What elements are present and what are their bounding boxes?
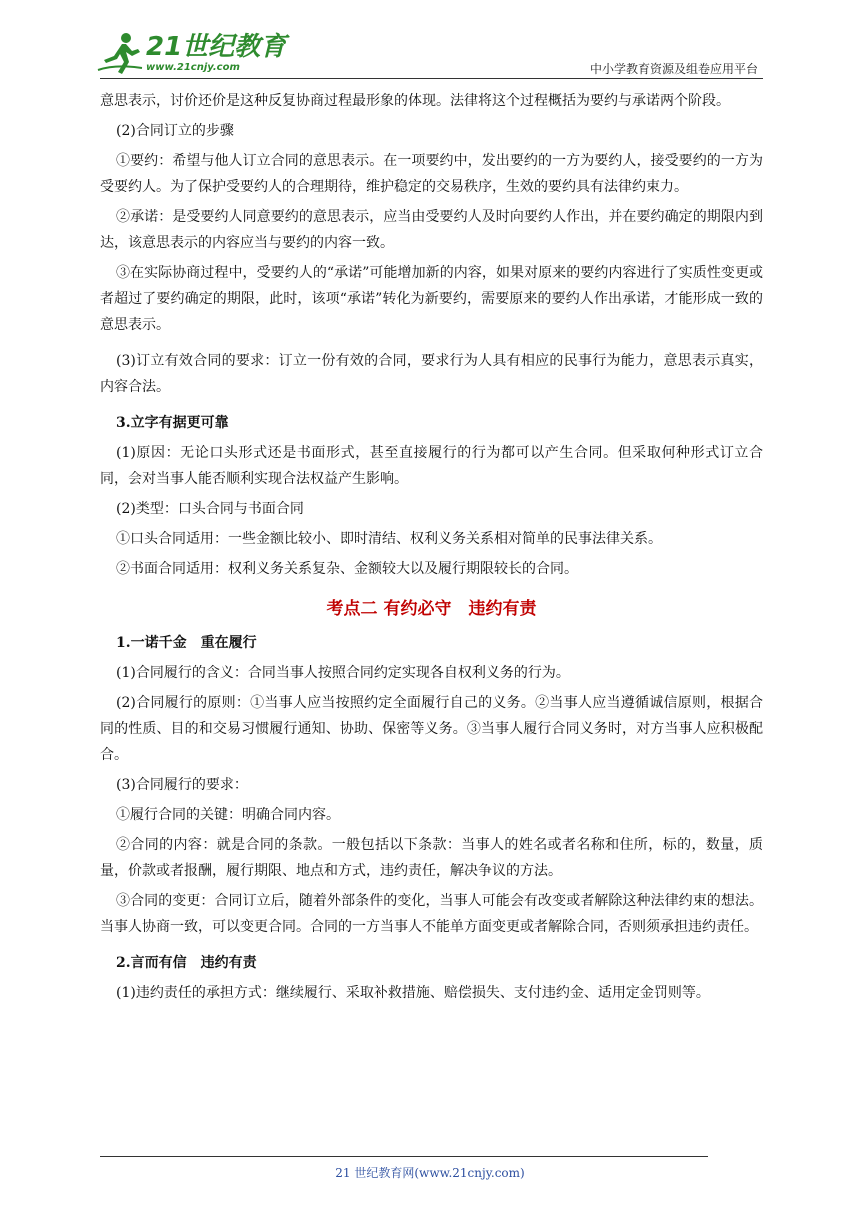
page-header (0, 0, 860, 82)
paragraph: (1)原因：无论口头形式还是书面形式，甚至直接履行的行为都可以产生合同。但采取何种形式订立合同，会对当事人能否顺利实现合法权益产生影响。 (100, 445, 763, 487)
paragraph: ②书面合同适用：权利义务关系复杂、金额较大以及履行期限较长的合同。 (116, 561, 578, 577)
paragraph: ①要约：希望与他人订立合同的意思表示。在一项要约中，发出要约的一方为要约人，接受要约的一方为受要约人。为了保护受要约人的合理期待，维护稳定的交易秩序，生效的要约具有法律约束力。 (100, 153, 763, 195)
platform-name: 中小学教育资源及组卷应用平台 (589, 62, 758, 76)
paragraph: (2)类型：口头合同与书面合同 (116, 501, 304, 517)
footer-divider (100, 1156, 708, 1157)
logo-url: www.21cnjy.com (146, 62, 240, 73)
header-divider (100, 78, 763, 79)
paragraph: ③合同的变更：合同订立后，随着外部条件的变化，当事人可能会有改变或者解除这种法律约束的想法。当事人协商一致，可以变更合同。合同的一方当事人不能单方面变更或者解除合同，否则须承担违约责任。 (100, 893, 763, 935)
page-footer[interactable]: 21 世纪教育网(www.21cnjy.com) (335, 1166, 525, 1180)
document-body (100, 88, 763, 1010)
paragraph: ①履行合同的关键：明确合同内容。 (116, 807, 340, 823)
paragraph: ①口头合同适用：一些金额比较小、即时清结、权利义务关系相对简单的民事法律关系。 (116, 531, 662, 547)
subheading: (2)合同订立的步骤 (116, 123, 234, 139)
section-heading: 3.立字有据更可靠 (116, 415, 229, 431)
runner-logo-icon (96, 30, 146, 78)
paragraph: ②合同的内容：就是合同的条款。一般包括以下条款：当事人的姓名或者名称和住所，标的，数量，质量，价款或者报酬，履行期限、地点和方式，违约责任，解决争议的方法。 (100, 837, 763, 879)
section-title: 考点二 有约必守 违约有责 (326, 599, 537, 619)
paragraph: ②承诺：是受要约人同意要约的意思表示，应当由受要约人及时向要约人作出，并在要约确定的期限内到达，该意思表示的内容应当与要约的内容一致。 (100, 209, 763, 251)
paragraph: (2)合同履行的原则：①当事人应当按照约定全面履行自己的义务。②当事人应当遵循诚信原则，根据合同的性质、目的和交易习惯履行通知、协助、保密等义务。③当事人履行合同义务时，对方当事人应积极配合。 (100, 695, 763, 763)
paragraph: (1)合同履行的含义：合同当事人按照合同约定实现各自权利义务的行为。 (116, 665, 570, 681)
paragraph: (3)合同履行的要求： (116, 777, 248, 793)
section-heading: 2.言而有信 违约有责 (116, 955, 257, 971)
paragraph: 意思表示，讨价还价是这种反复协商过程最形象的体现。法律将这个过程概括为要约与承诺两个阶段。 (100, 93, 730, 109)
paragraph: (1)违约责任的承担方式：继续履行、采取补救措施、赔偿损失、支付违约金、适用定金罚则等。 (116, 985, 710, 1001)
paragraph: (3)订立有效合同的要求：订立一份有效的合同，要求行为人具有相应的民事行为能力，意思表示真实，内容合法。 (100, 353, 763, 395)
site-logo[interactable] (96, 30, 287, 78)
section-heading: 1.一诺千金 重在履行 (116, 635, 257, 651)
logo-text: 21世纪教育 (146, 32, 287, 62)
paragraph: ③在实际协商过程中，受要约人的“承诺”可能增加新的内容，如果对原来的要约内容进行了实质性变更或者超过了要约确定的期限，此时，该项“承诺”转化为新要约，需要原来的要约人作出承诺，才能形成一致的意思表示。 (100, 265, 763, 333)
